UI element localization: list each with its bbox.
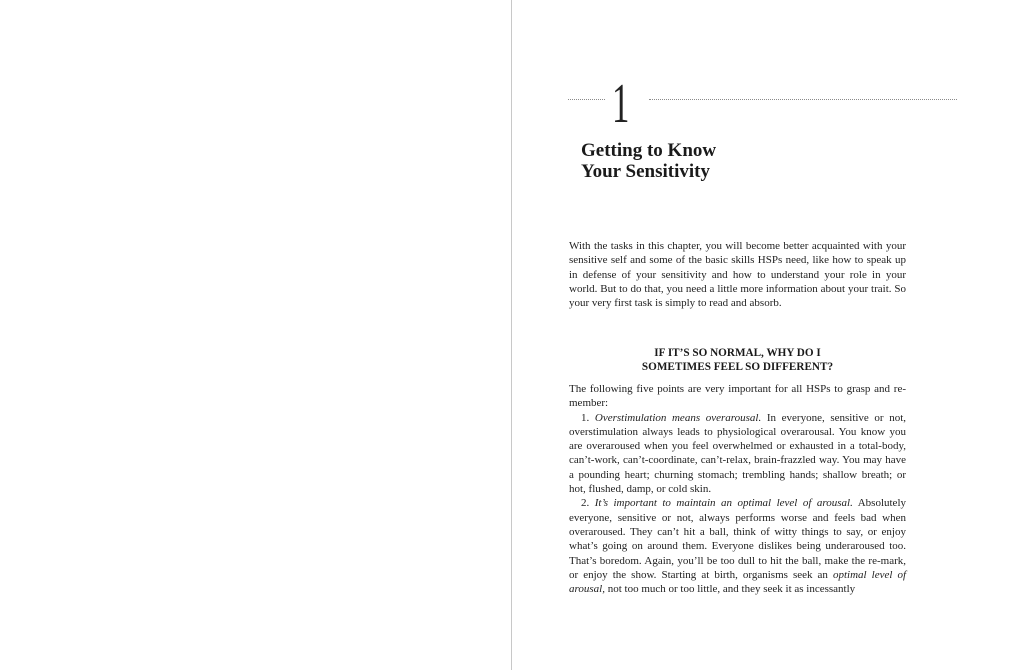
point-2-emphasis-2: optimal level of arousal, [569,568,906,596]
chapter-rule-right [649,99,957,100]
point-1-text: In everyone, sensitive or not, overstimulation always leads to physiological overarousal. You know you are overaroused when you feel overwhelmed or exhausted in a total-body, can’t-work, can’t-coordinate, can’t-relax, brain-frazzled way. You may have a pounding heart; churning stomach; trembling hands; shallow breath; or hot, flushed, damp, or cold skin. [569,411,907,496]
point-2-number: 2. [581,497,590,510]
intro-paragraph: With the tasks in this chapter, you will become better acquainted with your sensitive self and some of the basic skills HSPs need, like how to speak up in defense of your sensitivity and how to understand your role in your world. But to do that, you need a little more information about your trait. So your very first task is simply to read and absorb. [569,240,906,310]
chapter-title-line-2: Your Sensitivity [581,161,710,182]
point-2 [569,496,906,596]
left-page [0,0,511,670]
section-heading [569,346,906,374]
point-2-tail: not too much or too little, and they seek it as incessantly [604,583,856,596]
point-1-emphasis: Overstimulation means overarousal. [594,411,762,424]
section-heading-line-2: SOMETIMES FEEL SO DIFFERENT? [641,361,834,373]
chapter-rule-left [568,99,605,100]
point-2-text: Absolutely everyone, sensitive or not, always performs worse and feels bad when overaroused. They can’t hit a ball, think of witty things to say, or enjoy what’s going on around them. Everyone dislikes being underaroused too. That’s boredom. Again, you’ll be too dull to hit the ball, make the re-mark, or enjoy the show. Starting at birth, organisms seek an [569,497,906,581]
section-body [569,382,906,596]
chapter-title [581,140,881,182]
chapter-title-line-1: Getting to Know [581,140,717,161]
section-lead: The following five points are very important for all HSPs to grasp and re-member: [569,383,906,410]
point-2-emphasis: It’s important to maintain an optimal level of arousal. [594,497,853,510]
point-1-number: 1. [581,411,590,424]
point-1 [569,411,906,497]
section-heading-line-1: IF IT’S SO NORMAL, WHY DO I [654,347,821,359]
chapter-number: 1 [612,73,630,135]
